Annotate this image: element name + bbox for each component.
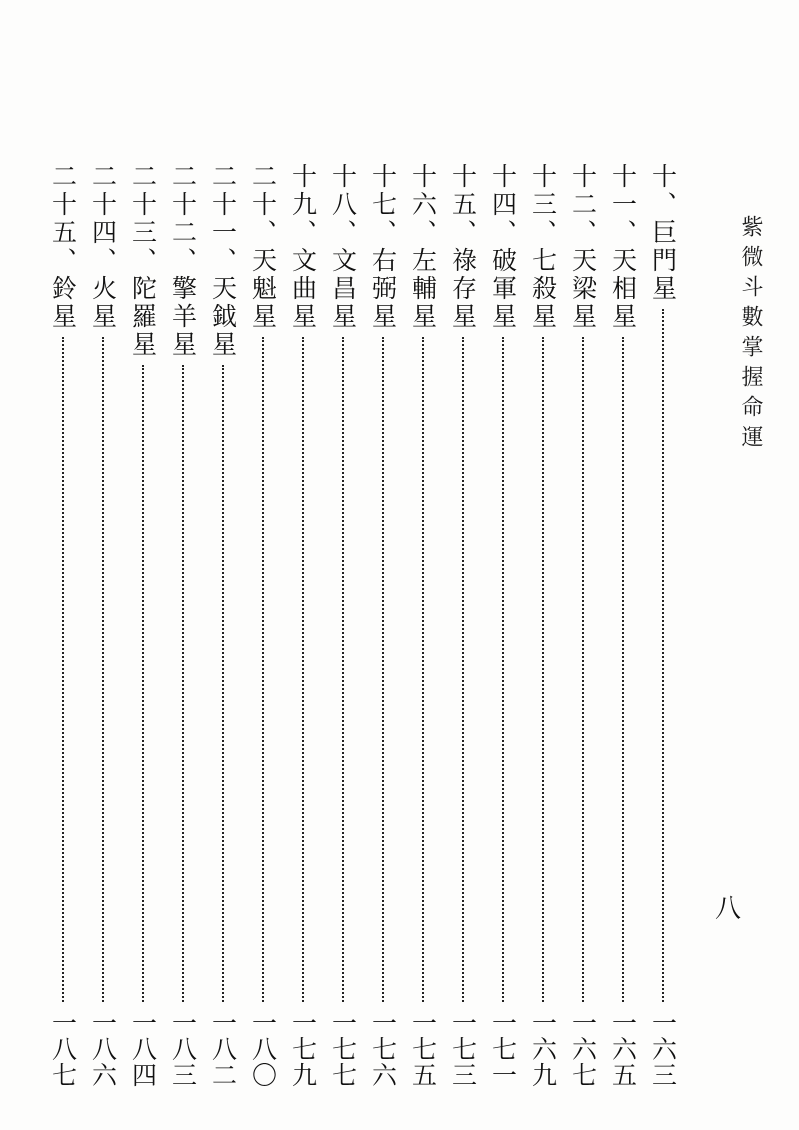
toc-entry-title: 十六、左輔星	[408, 163, 438, 331]
toc-entry-page: 一七五	[408, 1010, 438, 1088]
toc-entry	[83, 163, 123, 1088]
toc-entry-title: 二十四、火星	[88, 163, 118, 331]
dot-leader	[502, 337, 504, 1002]
toc-entry-page: 一七三	[448, 1010, 478, 1088]
toc-entry-page: 一七九	[288, 1010, 318, 1088]
toc-entry-title: 二十一、天鉞星	[208, 163, 238, 359]
toc-entry	[563, 163, 603, 1088]
toc-entry-title: 十三、七殺星	[528, 163, 558, 331]
toc-entry-title: 二十二、擎羊星	[168, 163, 198, 359]
dot-leader	[382, 337, 384, 1002]
toc-entry	[123, 163, 163, 1088]
running-header-book-title: 紫微斗數掌握命運	[738, 215, 763, 455]
toc-entry-title: 十八、文昌星	[328, 163, 358, 331]
dot-leader	[102, 337, 104, 1002]
toc-entry	[283, 163, 323, 1088]
toc-entry	[163, 163, 203, 1088]
toc-entry	[243, 163, 283, 1088]
toc-entry-page: 一八二	[208, 1010, 238, 1088]
dot-leader	[222, 365, 224, 1002]
toc-entry-page: 一七七	[328, 1010, 358, 1088]
toc-entry	[363, 163, 403, 1088]
dot-leader	[622, 337, 624, 1002]
dot-leader	[182, 365, 184, 1002]
toc-entry	[603, 163, 643, 1088]
toc-entry-title: 十、巨門星	[648, 163, 678, 303]
toc-entry-page: 一七六	[368, 1010, 398, 1088]
toc-entry-title: 二十三、陀羅星	[128, 163, 158, 359]
toc-entry-page: 一六七	[568, 1010, 598, 1088]
toc-entry-page: 一八三	[168, 1010, 198, 1088]
toc-entry	[523, 163, 563, 1088]
toc-entry-page: 一八〇	[248, 1010, 278, 1088]
dot-leader	[142, 365, 144, 1002]
dot-leader	[262, 337, 264, 1002]
toc-entry-page: 一六九	[528, 1010, 558, 1088]
dot-leader	[62, 337, 64, 1002]
dot-leader	[462, 337, 464, 1002]
toc-entry	[643, 163, 683, 1088]
toc-entry-page: 一八七	[48, 1010, 78, 1088]
toc-entry	[43, 163, 83, 1088]
toc-entry	[483, 163, 523, 1088]
toc-entry-title: 十五、祿存星	[448, 163, 478, 331]
toc-entry	[443, 163, 483, 1088]
toc-entry	[403, 163, 443, 1088]
toc-entry-page: 一八四	[128, 1010, 158, 1088]
toc-entry-page: 一八六	[88, 1010, 118, 1088]
dot-leader	[342, 337, 344, 1002]
toc-entry-title: 二十五、鈴星	[48, 163, 78, 331]
dot-leader	[302, 337, 304, 1002]
toc-entry	[203, 163, 243, 1088]
toc-entry-title: 二十、天魁星	[248, 163, 278, 331]
toc-entry-title: 十四、破軍星	[488, 163, 518, 331]
dot-leader	[422, 337, 424, 1002]
page-number: 八	[714, 894, 741, 924]
toc-entry-page: 一六三	[648, 1010, 678, 1088]
toc-entry	[323, 163, 363, 1088]
dot-leader	[542, 337, 544, 1002]
toc-entry-title: 十七、右弼星	[368, 163, 398, 331]
toc-entry-page: 一七一	[488, 1010, 518, 1088]
toc-entry-title: 十一、天相星	[608, 163, 638, 331]
dot-leader	[662, 309, 664, 1002]
dot-leader	[582, 337, 584, 1002]
toc-entry-title: 十九、文曲星	[288, 163, 318, 331]
table-of-contents	[43, 163, 683, 1088]
toc-entry-title: 十二、天梁星	[568, 163, 598, 331]
toc-entry-page: 一六五	[608, 1010, 638, 1088]
